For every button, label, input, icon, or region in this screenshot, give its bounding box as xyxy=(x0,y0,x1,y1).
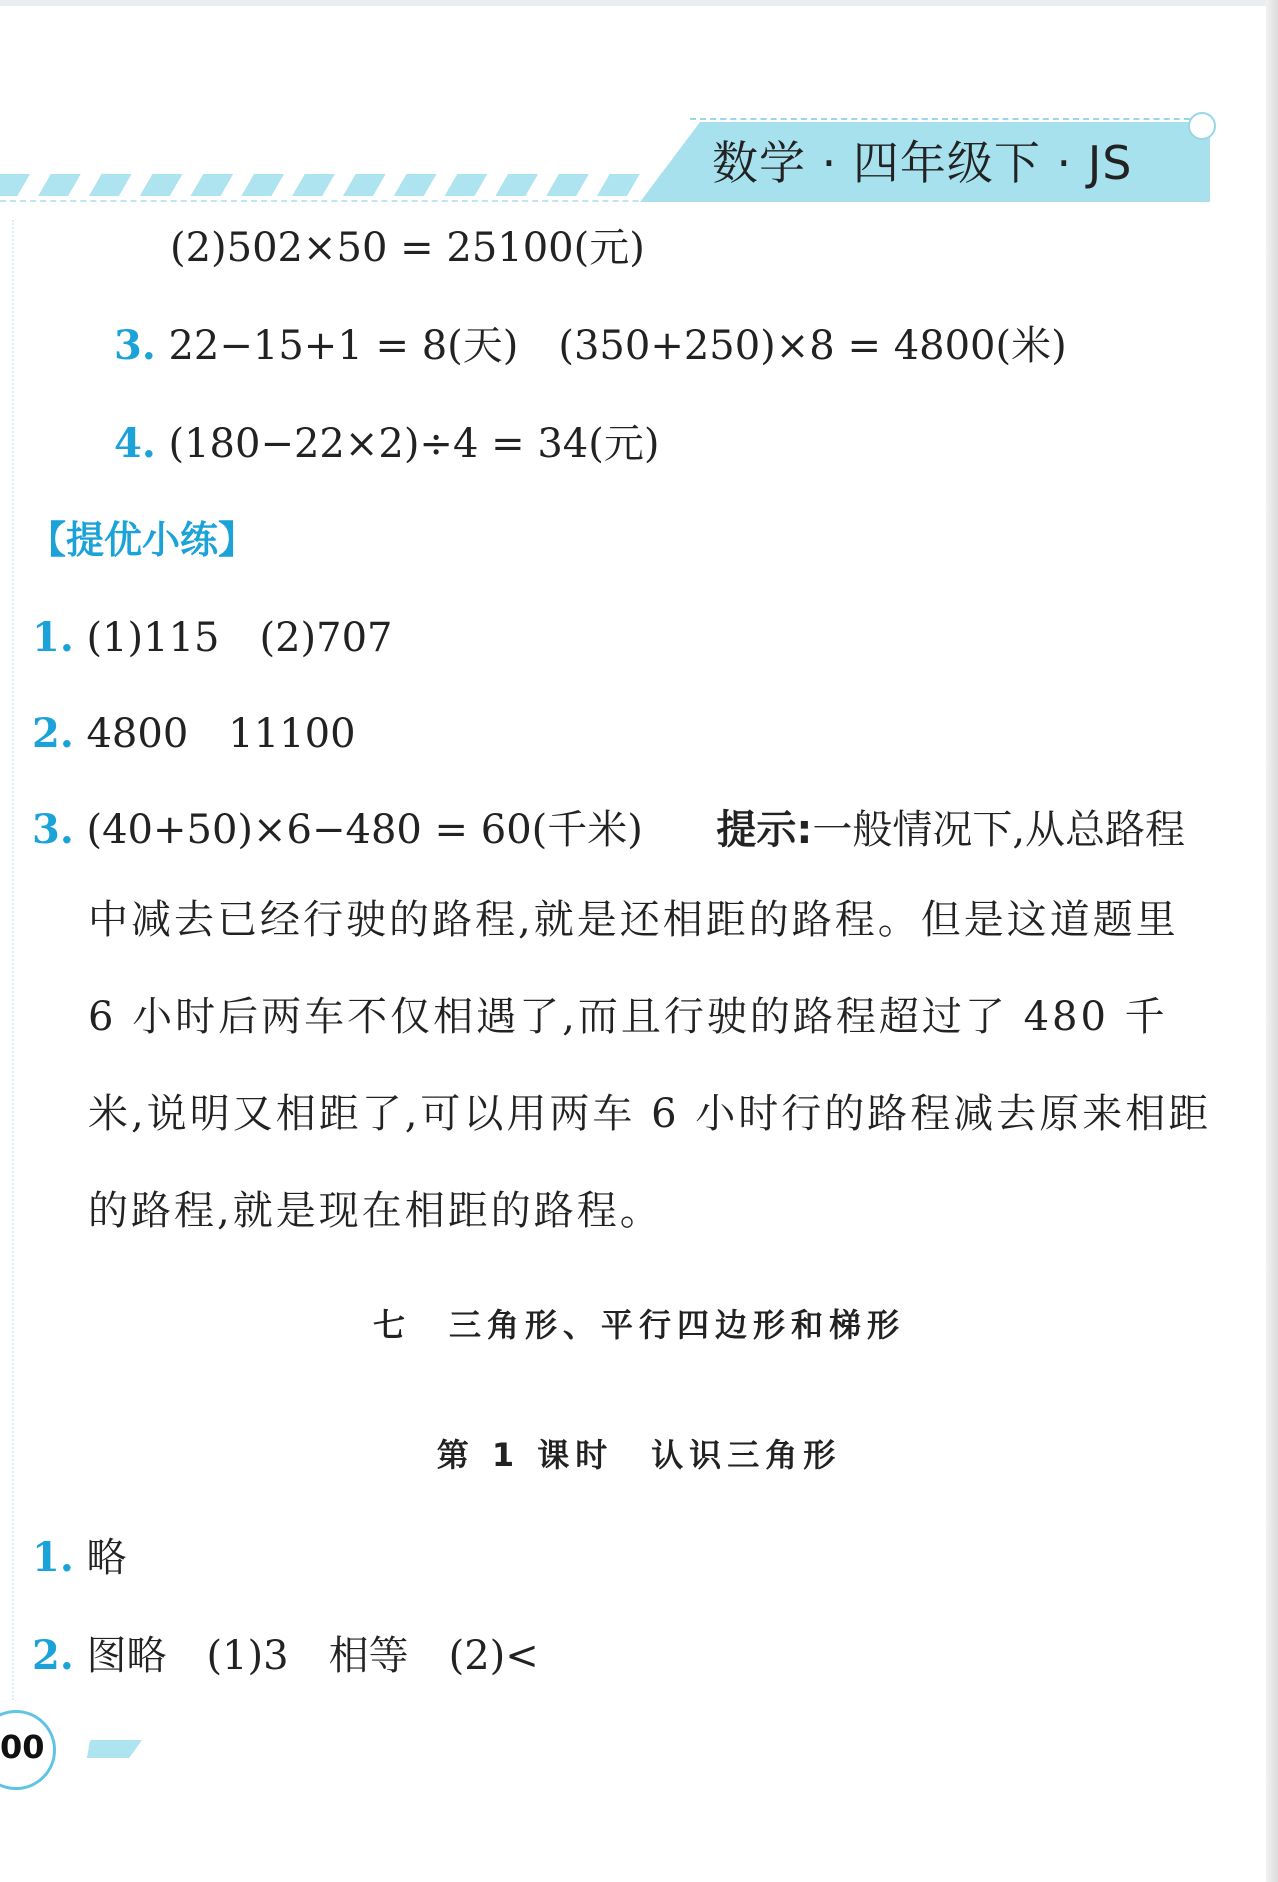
question-number: 4. xyxy=(114,420,156,467)
answer-text: 略 xyxy=(86,1535,127,1581)
question-number: 1. xyxy=(32,614,74,661)
header-circle-ornament xyxy=(1188,112,1216,140)
answer-line xyxy=(32,800,1185,860)
hint-label: 提示: xyxy=(716,807,813,853)
page-right-edge xyxy=(1266,0,1278,1882)
footer-stripe xyxy=(78,1740,142,1758)
question-number: 2. xyxy=(32,1632,74,1679)
question-number: 2. xyxy=(32,710,74,757)
answer-line xyxy=(114,414,659,474)
left-margin-guide xyxy=(12,220,14,1700)
header-title: 数学 · 四年级下 · JS xyxy=(712,136,1133,190)
answer-line xyxy=(114,316,1067,376)
answer-text: 4800 11100 xyxy=(86,711,356,757)
answer-text: 22−15+1 = 8(天) (350+250)×8 = 4800(米) xyxy=(168,323,1067,369)
answer-text: 图略 (1)3 相等 (2)< xyxy=(86,1633,539,1679)
header-band-border xyxy=(690,118,1210,122)
answer-line xyxy=(32,704,356,764)
question-number: 3. xyxy=(32,806,74,853)
question-number: 3. xyxy=(114,322,156,369)
lesson-title: 第 1 课时 认识三角形 xyxy=(436,1436,842,1474)
hint-text: 一般情况下,从总路程 xyxy=(812,807,1186,853)
answer-expression: (40+50)×6−480 = 60(千米) xyxy=(86,807,643,853)
answer-line xyxy=(32,1626,539,1686)
header-stripes xyxy=(0,174,700,196)
answer-line xyxy=(170,218,645,278)
hint-paragraph: 中减去已经行驶的路程,就是还相距的路程。但是这道题里 6 小时后两车不仅相遇了,而且行驶的路程超过了 480 千米,说明又相距了,可以用两车 6 小时行的路程减去原来相距的路程,就是现在相距的路程。 xyxy=(88,897,1212,1234)
answer-text: (1)115 (2)707 xyxy=(86,615,393,661)
page-number: 00 xyxy=(0,1728,45,1766)
answer-text: (2)502×50 = 25100(元) xyxy=(170,225,645,271)
answer-line xyxy=(32,608,393,668)
chapter-title: 七 三角形、平行四边形和梯形 xyxy=(372,1306,905,1344)
page-top-edge xyxy=(0,0,1278,6)
section-title: 【提优小练】 xyxy=(28,518,257,562)
question-number: 1. xyxy=(32,1534,74,1581)
answer-text: (180−22×2)÷4 = 34(元) xyxy=(168,421,660,467)
answer-line xyxy=(32,1528,126,1588)
